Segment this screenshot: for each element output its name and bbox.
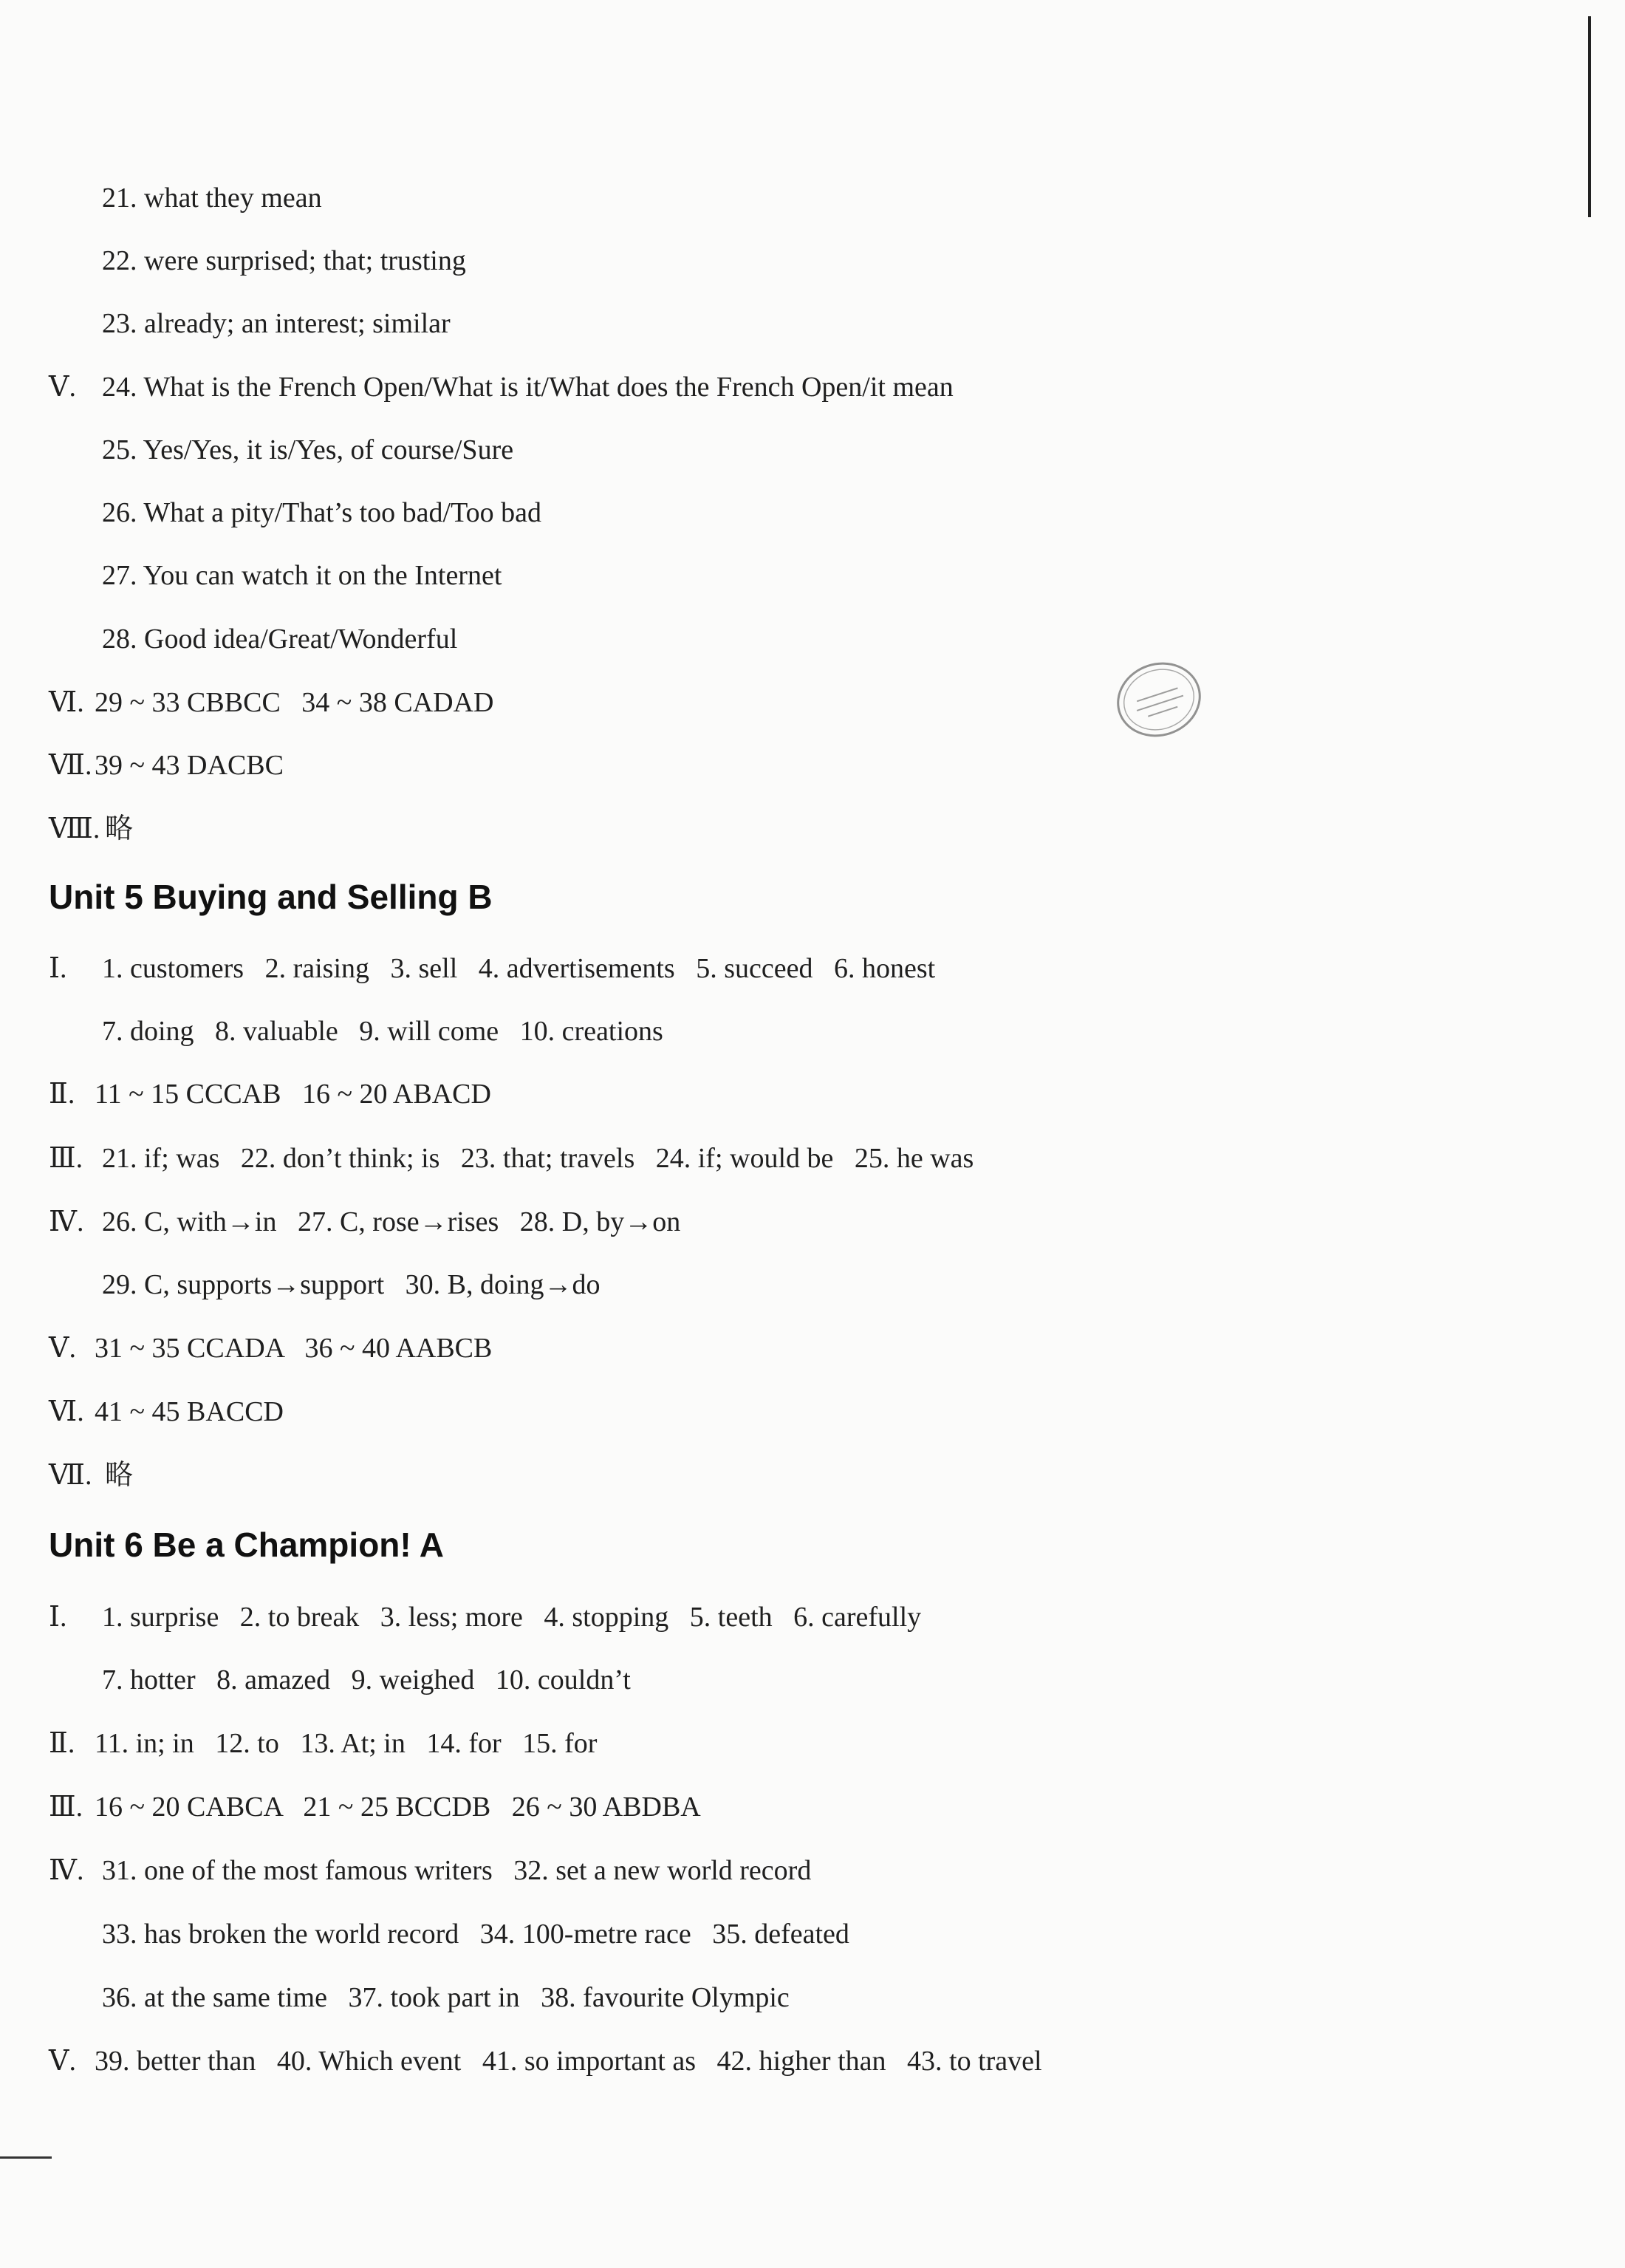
unit5-heading: Unit 5 Buying and Selling B xyxy=(49,878,493,916)
section-marker: Ⅴ. xyxy=(49,2046,76,2077)
section-marker: Ⅰ. xyxy=(49,1602,67,1633)
answer-text: 23. already; an interest; similar xyxy=(102,308,451,339)
answer-line xyxy=(49,813,133,845)
section-marker: Ⅷ. xyxy=(49,813,100,844)
section-marker: Ⅱ. xyxy=(49,1728,75,1759)
page-edge-rule xyxy=(1588,16,1591,217)
answer-line xyxy=(49,371,954,403)
answer-text: 11 ~ 15 CCCAB 16 ~ 20 ABACD xyxy=(95,1079,491,1110)
page-footer-dash xyxy=(0,2156,52,2159)
answer-line xyxy=(49,1015,663,1048)
answer-line xyxy=(49,245,466,277)
answer-line xyxy=(49,1854,811,1887)
answer-line xyxy=(49,1918,849,1950)
answer-text: 31. one of the most famous writers 32. set a new world record xyxy=(102,1855,812,1886)
answer-line xyxy=(49,1727,597,1760)
answer-text: 31 ~ 35 CCADA 36 ~ 40 AABCB xyxy=(95,1333,493,1364)
answer-line xyxy=(49,559,502,592)
answer-text: 25. Yes/Yes, it is/Yes, of course/Sure xyxy=(102,434,514,465)
answer-line xyxy=(49,1268,601,1301)
section-marker: Ⅲ. xyxy=(49,1791,83,1823)
answer-line xyxy=(49,1206,680,1238)
answer-text: 36. at the same time 37. took part in 38. favourite Olympic xyxy=(102,1982,790,2013)
section-marker: Ⅰ. xyxy=(49,953,67,984)
answer-line xyxy=(49,496,541,529)
section-marker: Ⅵ. xyxy=(49,1396,84,1427)
answer-line xyxy=(49,1396,284,1428)
answer-text: 39 ~ 43 DACBC xyxy=(95,750,284,781)
answer-line xyxy=(49,1791,701,1823)
section-marker: Ⅶ. xyxy=(49,750,92,781)
answer-text: 28. Good idea/Great/Wonderful xyxy=(102,624,458,655)
section-marker: Ⅳ. xyxy=(49,1855,84,1886)
answer-text: 39. better than 40. Which event 41. so important as 42. higher than 43. to travel xyxy=(95,2046,1042,2077)
unit6-heading: Unit 6 Be a Champion! A xyxy=(49,1526,444,1564)
section-marker: Ⅳ. xyxy=(49,1206,84,1237)
section-marker: Ⅱ. xyxy=(49,1079,75,1110)
answer-line xyxy=(49,2045,1042,2077)
answer-text: 11. in; in 12. to 13. At; in 14. for 15. for xyxy=(95,1728,598,1759)
stamp-seal-icon xyxy=(1104,647,1214,752)
answer-text: 27. You can watch it on the Internet xyxy=(102,560,502,591)
answer-text: 略 xyxy=(105,1460,134,1491)
answer-line xyxy=(49,686,493,719)
answer-text: 21. if; was 22. don’t think; is 23. that; travels 24. if; would be 25. he was xyxy=(102,1143,974,1174)
section-marker: Ⅴ. xyxy=(49,372,76,403)
answer-text: 41 ~ 45 BACCD xyxy=(95,1396,284,1427)
answer-line xyxy=(49,307,451,340)
section-marker: Ⅶ. xyxy=(49,1460,92,1491)
answer-text: 26. C, with→in 27. C, rose→rises 28. D, by→on xyxy=(102,1206,681,1237)
answer-line xyxy=(49,1981,790,2014)
answer-line xyxy=(49,182,322,214)
answer-text: 29 ~ 33 CBBCC 34 ~ 38 CADAD xyxy=(95,687,494,718)
answer-text: 7. hotter 8. amazed 9. weighed 10. couldn’t xyxy=(102,1664,631,1695)
answer-text: 22. were surprised; that; trusting xyxy=(102,245,466,276)
answer-line xyxy=(49,1332,492,1364)
answer-line xyxy=(49,749,284,782)
answer-text: 1. customers 2. raising 3. sell 4. advertisements 5. succeed 6. honest xyxy=(102,953,936,984)
answer-line xyxy=(49,434,513,466)
section-marker: Ⅲ. xyxy=(49,1143,83,1174)
answer-text: 1. surprise 2. to break 3. less; more 4. stopping 5. teeth 6. carefully xyxy=(102,1602,922,1633)
answer-text: 29. C, supports→support 30. B, doing→do xyxy=(102,1269,601,1300)
answer-line xyxy=(49,623,457,655)
answer-line xyxy=(49,952,935,985)
answer-line xyxy=(49,1078,491,1110)
answer-text: 26. What a pity/That’s too bad/Too bad xyxy=(102,497,542,528)
answer-text: 16 ~ 20 CABCA 21 ~ 25 BCCDB 26 ~ 30 ABDBA xyxy=(95,1791,701,1823)
answer-text: 7. doing 8. valuable 9. will come 10. creations xyxy=(102,1016,663,1047)
section-marker: Ⅴ. xyxy=(49,1333,76,1364)
answer-line xyxy=(49,1664,631,1696)
answer-line xyxy=(49,1459,133,1492)
answer-line xyxy=(49,1142,974,1175)
answer-text: 24. What is the French Open/What is it/What does the French Open/it mean xyxy=(102,372,954,403)
answer-text: 略 xyxy=(105,813,134,844)
section-marker: Ⅵ. xyxy=(49,687,84,718)
answer-line xyxy=(49,1601,921,1633)
answer-text: 33. has broken the world record 34. 100-metre race 35. defeated xyxy=(102,1919,849,1950)
answer-text: 21. what they mean xyxy=(102,182,322,214)
